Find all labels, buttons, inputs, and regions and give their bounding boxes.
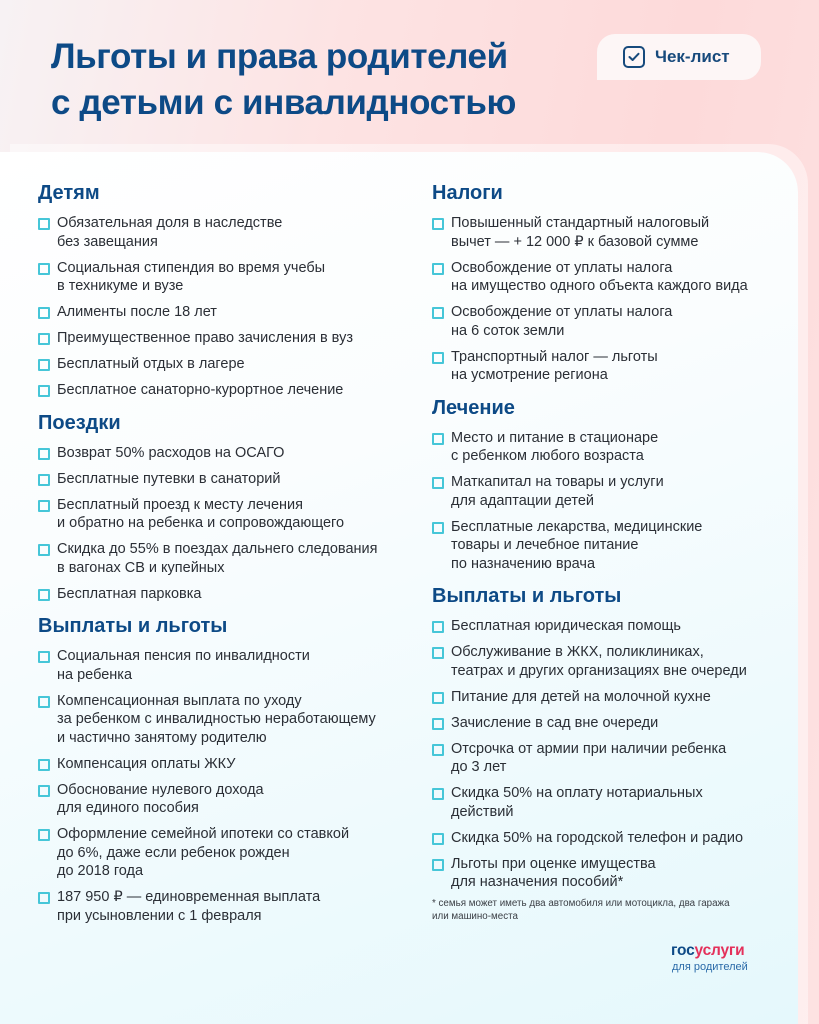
checkbox-checked-icon [623, 46, 645, 68]
checklist-item[interactable] [432, 829, 792, 848]
checklist-item-label: Компенсация оплаты ЖКУ [57, 755, 236, 772]
checklist-item-label: Обязательная доля в наследстве без завещания [57, 215, 283, 250]
checklist-item[interactable] [38, 781, 408, 818]
checklist-item-label: Бесплатная парковка [57, 585, 202, 602]
checklist-item-label: Обслуживание в ЖКХ, поликлиниках, театрах и других организациях вне очереди [451, 644, 747, 679]
checkbox-icon[interactable] [38, 544, 50, 556]
checkbox-icon[interactable] [38, 263, 50, 275]
checklist-item[interactable] [38, 647, 408, 684]
checklist-item-label: Скидка до 55% в поездах дальнего следования в вагонах СВ и купейных [57, 541, 378, 576]
checklist-item[interactable] [38, 259, 408, 296]
checkbox-icon[interactable] [432, 788, 444, 800]
checklist-item-label: Транспортный налог — льготы на усмотрение региона [451, 348, 658, 383]
checklist-item[interactable] [38, 381, 408, 400]
checkbox-icon[interactable] [432, 307, 444, 319]
checklist-item-label: Бесплатные лекарства, медицинские товары и лечебное питание по назначению врача [451, 518, 703, 572]
left-column [38, 180, 408, 935]
checklist-section [432, 395, 792, 574]
checklist-item[interactable] [432, 643, 792, 680]
checkbox-icon[interactable] [38, 589, 50, 601]
checkbox-icon[interactable] [38, 333, 50, 345]
checklist-item[interactable] [38, 470, 408, 489]
section-title: Лечение [432, 396, 515, 419]
section-title: Выплаты и льготы [38, 615, 228, 637]
checklist-badge [597, 34, 761, 80]
checkbox-icon[interactable] [432, 718, 444, 730]
checklist-item-label: Бесплатный проезд к месту лечения и обратно на ребенка и сопровождающего [57, 496, 345, 531]
checkbox-icon[interactable] [38, 218, 50, 230]
checkbox-icon[interactable] [38, 448, 50, 460]
section-title: Детям [38, 182, 100, 204]
checklist-item-label: Скидка 50% на городской телефон и радио [451, 829, 744, 846]
checkbox-icon[interactable] [432, 433, 444, 445]
checklist-item-label: Преимущественное право зачисления в вуз [57, 330, 353, 346]
checklist-item-label: Бесплатное санаторно-курортное лечение [57, 382, 344, 398]
checklist-section [432, 583, 792, 923]
checklist-item-label: Скидка 50% на оплату нотариальных действий [451, 785, 703, 820]
checklist-item[interactable] [432, 518, 792, 574]
page-title-line-2: с детьми с инвалидностью [51, 83, 517, 122]
checklist-item[interactable] [432, 617, 792, 636]
checklist-item-label: Зачисление в сад вне очереди [451, 714, 659, 731]
checklist-item[interactable] [432, 429, 792, 466]
right-column [432, 180, 792, 933]
checklist-item-label: Повышенный стандартный налоговый вычет — + 12 000 ₽ к базовой сумме [451, 215, 710, 250]
checklist-item[interactable] [38, 825, 408, 881]
checklist-item-label: Бесплатный отдых в лагере [57, 356, 245, 372]
checkbox-icon[interactable] [432, 647, 444, 659]
logo-wordmark [671, 942, 748, 960]
checklist-item[interactable] [38, 540, 408, 577]
checklist-item-label: Маткапитал на товары и услуги для адаптации детей [451, 474, 664, 509]
checklist-item[interactable] [38, 355, 408, 374]
checklist-item[interactable] [38, 444, 408, 463]
checkbox-icon[interactable] [432, 692, 444, 704]
checklist-section [432, 180, 792, 385]
page-title-line-1: Льготы и права родителей [51, 37, 508, 76]
checklist-item[interactable] [38, 755, 408, 774]
checklist-item[interactable] [38, 585, 408, 604]
checklist-item-label: Бесплатные путевки в санаторий [57, 470, 281, 487]
checklist-badge-label: Чек-лист [655, 47, 730, 66]
checklist-item[interactable] [38, 496, 408, 533]
logo-subtitle: для родителей [672, 961, 748, 973]
checklist-item[interactable] [38, 214, 408, 251]
checklist-section [38, 613, 408, 925]
checklist-item-label: Освобождение от уплаты налога на 6 соток земли [451, 304, 673, 339]
logo-part-gos: гос [671, 942, 695, 959]
checkbox-icon[interactable] [432, 477, 444, 489]
section-title: Выплаты и льготы [432, 585, 622, 607]
checklist-item-label: Оформление семейной ипотеки со ставкой до 6%, даже если ребенок рожден до 2018 года [57, 826, 350, 879]
checkbox-icon[interactable] [38, 651, 50, 663]
logo-part-uslugi: услуги [694, 942, 745, 959]
checkbox-icon[interactable] [432, 522, 444, 534]
section-title: Поездки [38, 411, 121, 434]
checkbox-icon[interactable] [38, 500, 50, 512]
checklist-item[interactable] [432, 688, 792, 707]
checkbox-icon[interactable] [432, 218, 444, 230]
checklist-item[interactable] [432, 855, 792, 892]
checkbox-icon[interactable] [38, 474, 50, 486]
checklist-section [38, 180, 408, 400]
checkbox-icon[interactable] [432, 352, 444, 364]
checklist-item-label: Социальная пенсия по инвалидности на ребенка [57, 648, 310, 683]
checklist-item[interactable] [432, 214, 792, 251]
checkbox-icon[interactable] [38, 785, 50, 797]
checkbox-icon[interactable] [38, 385, 50, 397]
checklist-item-label: Алименты после 18 лет [57, 304, 217, 320]
checklist-item[interactable] [432, 348, 792, 385]
checklist-item[interactable] [38, 888, 408, 925]
checklist-item[interactable] [432, 473, 792, 510]
checklist-item[interactable] [38, 329, 408, 348]
checkbox-icon[interactable] [432, 621, 444, 633]
checkbox-icon[interactable] [432, 263, 444, 275]
checklist-item[interactable] [432, 740, 792, 777]
checklist-item-label: Бесплатная юридическая помощь [451, 618, 681, 634]
checkbox-icon[interactable] [432, 744, 444, 756]
gosuslugi-logo [671, 942, 748, 974]
checklist-item[interactable] [432, 784, 792, 821]
checklist-item-label: Компенсационная выплата по уходу за ребенком с инвалидностью неработающему и частично занятому родителю [57, 692, 376, 746]
checkbox-icon[interactable] [38, 307, 50, 319]
checkbox-icon[interactable] [38, 696, 50, 708]
checklist-item[interactable] [38, 692, 408, 748]
checklist-item-label: Возврат 50% расходов на ОСАГО [57, 444, 285, 461]
checklist-item-label: 187 950 ₽ — единовременная выплата при усыновлении с 1 февраля [57, 889, 321, 924]
checklist-item[interactable] [432, 714, 792, 733]
checklist-item-label: Питание для детей на молочной кухне [451, 688, 711, 705]
checkbox-icon[interactable] [432, 859, 444, 871]
checkbox-icon[interactable] [38, 829, 50, 841]
checkbox-icon[interactable] [38, 359, 50, 371]
checklist-item-label: Льготы при оценке имущества для назначения пособий* [451, 855, 656, 890]
checklist-item[interactable] [38, 303, 408, 322]
checkbox-icon[interactable] [38, 759, 50, 771]
checklist-section [38, 410, 408, 604]
page-title [51, 34, 516, 126]
checklist-item-label: Отсрочка от армии при наличии ребенка до 3 лет [451, 740, 727, 775]
checklist-item[interactable] [432, 303, 792, 340]
checkbox-icon[interactable] [432, 833, 444, 845]
footnote: * семья может иметь два автомобиля или мотоцикла, два гаража или машино-места [432, 898, 730, 922]
checklist-item[interactable] [432, 259, 792, 296]
checklist-item-label: Обоснование нулевого дохода для единого пособия [57, 781, 264, 816]
checklist-item-label: Место и питание в стационаре с ребенком любого возраста [451, 429, 659, 464]
checkbox-icon[interactable] [38, 892, 50, 904]
section-title: Налоги [432, 182, 503, 204]
checklist-item-label: Освобождение от уплаты налога на имущество одного объекта каждого вида [451, 259, 748, 294]
checklist-item-label: Социальная стипендия во время учебы в техникуме и вузе [57, 259, 326, 294]
